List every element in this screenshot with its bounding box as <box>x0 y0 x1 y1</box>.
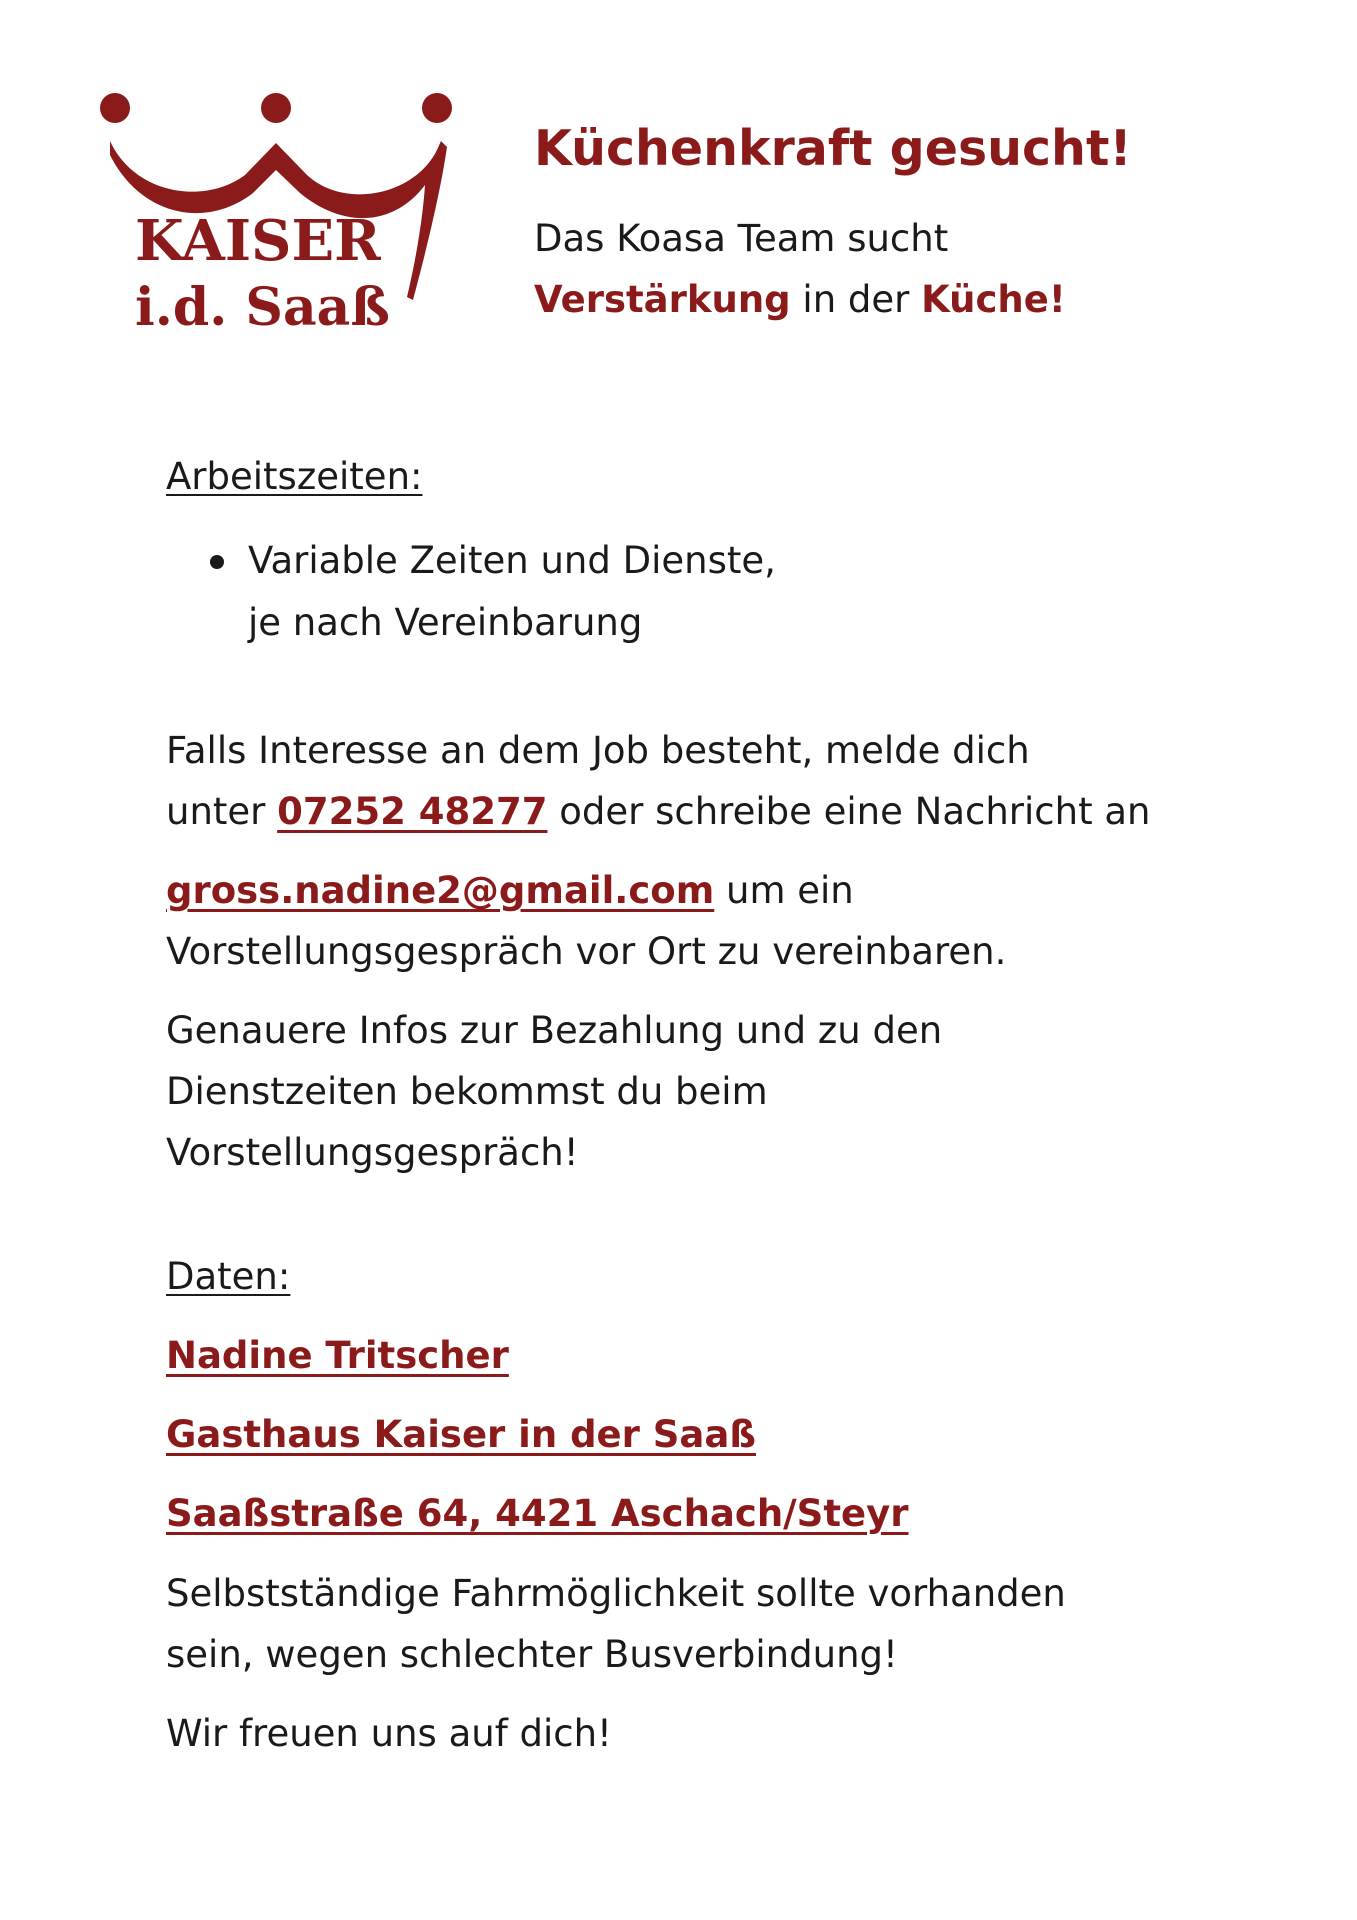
contact-name-link[interactable]: Nadine Tritscher <box>166 1334 509 1377</box>
subtitle-connector: in der <box>790 278 922 321</box>
info-line2: Dienstzeiten bekommst du beim <box>166 1070 768 1113</box>
contact-line2-suffix: oder schreibe eine Nachricht an <box>547 790 1151 833</box>
email-link[interactable]: gross.nadine2@gmail.com <box>166 869 715 912</box>
work-bullet-line1: Variable Zeiten und Dienste, <box>248 539 776 582</box>
subtitle-emphasis-1: Verstärkung <box>534 278 791 321</box>
kaiser-logo <box>95 85 475 335</box>
contact-line2-prefix: unter <box>166 790 278 833</box>
subtitle-line2 <box>534 278 1066 322</box>
work-bullet-line2: je nach Vereinbarung <box>248 601 643 644</box>
contact-line1: Falls Interesse an dem Job besteht, melde dich <box>166 729 1030 772</box>
logo-line1: KAISER <box>135 208 381 274</box>
note-line1: Selbstständige Fahrmöglichkeit sollte vorhanden <box>166 1572 1066 1615</box>
details-heading: Daten: <box>166 1255 291 1298</box>
contact-line3-suffix: um ein <box>714 869 854 912</box>
address-link[interactable]: Saaßstraße 64, 4421 Aschach/Steyr <box>166 1492 909 1535</box>
page-title: Küchenkraft gesucht! <box>534 120 1132 177</box>
subtitle-line1: Das Koasa Team sucht <box>534 217 949 260</box>
contact-line3 <box>166 860 854 921</box>
info-line3: Vorstellungsgespräch! <box>166 1131 579 1174</box>
contact-line2 <box>166 781 1150 842</box>
closing-text: Wir freuen uns auf dich! <box>166 1712 612 1755</box>
business-name-link[interactable]: Gasthaus Kaiser in der Saaß <box>166 1413 756 1456</box>
subtitle-emphasis-2: Küche! <box>921 278 1066 321</box>
logo-line2: i.d. Saaß <box>135 277 390 335</box>
bullet-icon <box>210 555 224 569</box>
note-line2: sein, wegen schlechter Busverbindung! <box>166 1633 898 1676</box>
contact-line4: Vorstellungsgespräch vor Ort zu vereinbaren. <box>166 930 1007 973</box>
work-heading: Arbeitszeiten: <box>166 455 423 498</box>
info-line1: Genauere Infos zur Bezahlung und zu den <box>166 1009 943 1052</box>
phone-link[interactable]: 07252 48277 <box>277 790 548 833</box>
